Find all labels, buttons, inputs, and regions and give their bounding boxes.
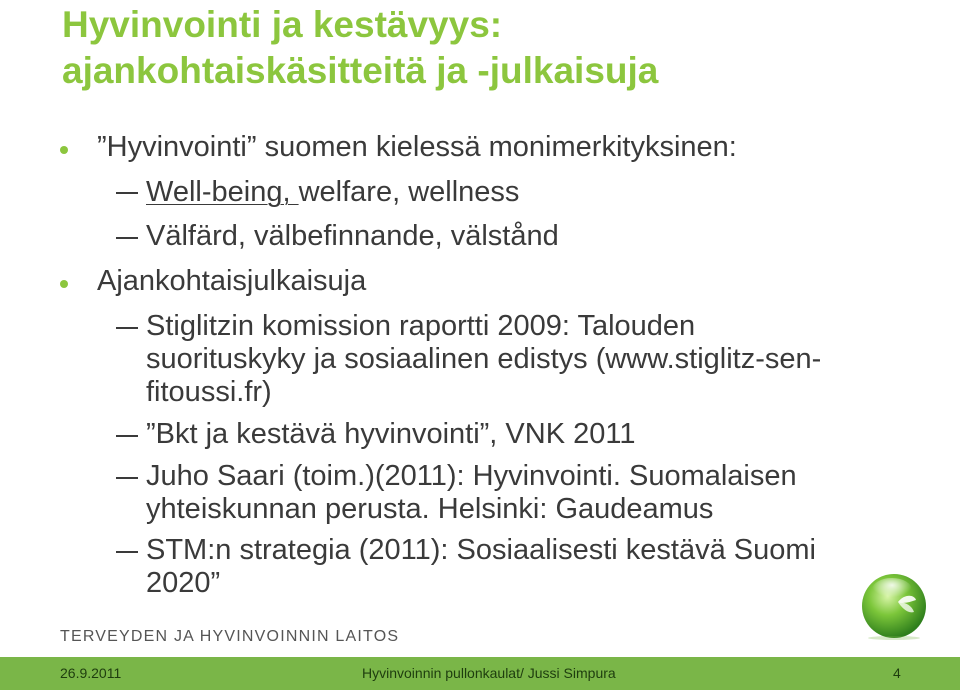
title-line-1: Hyvinvointi ja kestävyys: [62, 4, 503, 45]
sub-bullet-2-4 [146, 534, 926, 600]
bullet-dot-icon [60, 280, 68, 288]
footer-presentation-title: Hyvinvoinnin pullonkaulat/ Jussi Simpura [362, 665, 616, 681]
footer-date: 26.9.2011 [60, 665, 122, 681]
title-line-2: ajankohtaiskäsitteitä ja -julkaisuja [62, 50, 659, 91]
dash-icon [116, 237, 138, 239]
sub-bullet-2-4-line2: 2020” [146, 567, 221, 599]
sub-bullet-1-1 [146, 176, 926, 209]
sub-bullet-1-1-rest: welfare, wellness [298, 176, 520, 208]
sub-bullet-2-1-line2: suorituskyky ja sosiaalinen edistys (www.stiglitz-sen- [146, 343, 822, 375]
wellbeing-underlined: Well-being, [146, 176, 299, 208]
dash-icon [116, 477, 138, 479]
dash-icon [116, 551, 138, 553]
sub-bullet-2-2: ”Bkt ja kestävä hyvinvointi”, VNK 2011 [146, 418, 636, 450]
sub-bullet-2-1 [146, 310, 926, 409]
dash-icon [116, 192, 138, 194]
sub-bullet-2-3 [146, 460, 926, 526]
dash-icon [116, 435, 138, 437]
sub-bullet-2-1-line3: fitoussi.fr) [146, 376, 272, 408]
bullet-1: ”Hyvinvointi” suomen kielessä monimerkityksinen: [97, 131, 737, 163]
slide-number: 4 [893, 665, 901, 681]
sub-bullet-2-1-line1: Stiglitzin komission raportti 2009: Talouden [146, 310, 696, 342]
green-orb-logo-icon [858, 568, 930, 640]
sub-bullet-2-3-line2: yhteiskunnan perusta. Helsinki: Gaudeamus [146, 493, 714, 525]
sub-bullet-2-3-line1: Juho Saari (toim.)(2011): Hyvinvointi. Suomalaisen [146, 460, 797, 492]
institute-logo-text: TERVEYDEN JA HYVINVOINNIN LAITOS [60, 628, 400, 645]
bullet-2: Ajankohtaisjulkaisuja [97, 265, 367, 297]
bullet-dot-icon [60, 146, 68, 154]
slide-title [62, 2, 942, 94]
sub-bullet-1-2: Välfärd, välbefinnande, välstånd [146, 220, 559, 252]
dash-icon [116, 327, 138, 329]
sub-bullet-2-4-line1: STM:n strategia (2011): Sosiaalisesti kestävä Suomi [146, 534, 816, 566]
